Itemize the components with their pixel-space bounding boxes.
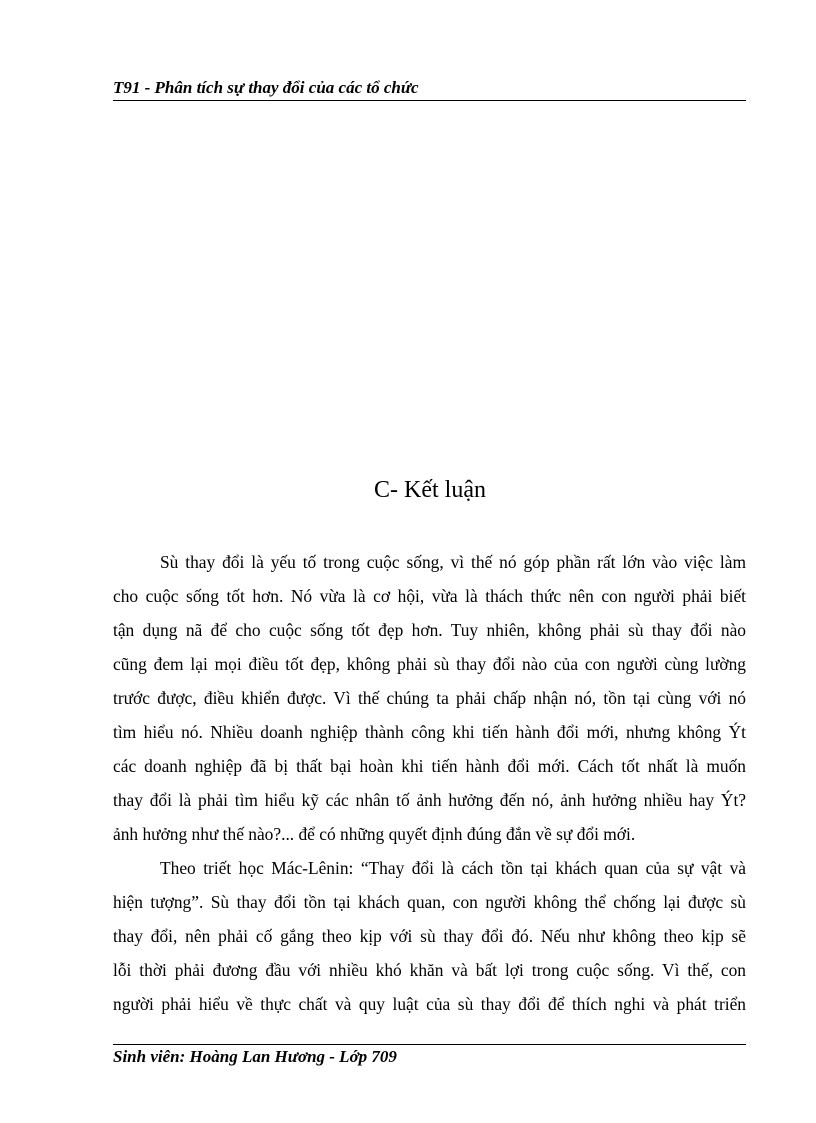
text-line: tận dụng nã để cho cuộc sống tốt đẹp hơn. Tuy nhiên, không phải sù thay đổi nào	[113, 620, 746, 640]
text-line: trước được, điều khiển được. Vì thế chúng ta phải chấp nhận nó, tồn tại cùng với nó	[113, 688, 746, 708]
document-body	[113, 545, 746, 1021]
section-title: C- Kết luận	[374, 477, 486, 503]
text-line: các doanh nghiệp đã bị thất bại hoàn khi tiến hành đổi mới. Cách tốt nhất là muốn	[113, 756, 746, 776]
page-footer	[113, 1044, 746, 1066]
header-title: T91 - Phân tích sự thay đổi của các tổ chức	[113, 78, 419, 97]
text-line: ảnh hưởng như thế nào?... để có những quyết định đúng đắn về sự đổi mới.	[113, 824, 636, 844]
text-line: tìm hiểu nó. Nhiều doanh nghiệp thành công khi tiến hành đổi mới, nhưng không Ýt	[113, 722, 746, 742]
text-line: cho cuộc sống tốt hơn. Nó vừa là cơ hội, vừa là thách thức nên con người phải biết	[113, 586, 746, 606]
paragraph	[113, 851, 746, 1021]
text-line: thay đổi, nên phải cố gắng theo kịp với sù thay đổi đó. Nếu như không theo kịp sẽ	[113, 926, 746, 946]
text-line: lỗi thời phải đương đầu với nhiều khó khăn và bất lợi trong cuộc sống. Vì thế, con	[113, 960, 746, 980]
text-line: Theo triết học Mác-Lênin: “Thay đổi là cách tồn tại khách quan của sự vật và	[160, 858, 746, 878]
paragraph	[113, 545, 746, 851]
text-line: Sù thay đổi là yếu tố trong cuộc sống, vì thế nó góp phần rất lớn vào việc làm	[160, 552, 746, 572]
text-line: thay đổi là phải tìm hiểu kỹ các nhân tố ảnh hưởng đến nó, ảnh hưởng nhiều hay Ýt?	[113, 790, 746, 810]
footer-author: Sinh viên: Hoàng Lan Hương - Lớp 709	[113, 1047, 397, 1066]
text-line: cũng đem lại mọi điều tốt đẹp, không phải sù thay đổi nào của con người cùng lường	[113, 654, 746, 674]
text-line: người phải hiểu về thực chất và quy luật của sù thay đổi để thích nghi và phát triển	[113, 994, 746, 1014]
text-line: hiện tượng”. Sù thay đổi tồn tại khách quan, con người không thể chống lại được sù	[113, 892, 746, 912]
page-header	[113, 76, 746, 101]
